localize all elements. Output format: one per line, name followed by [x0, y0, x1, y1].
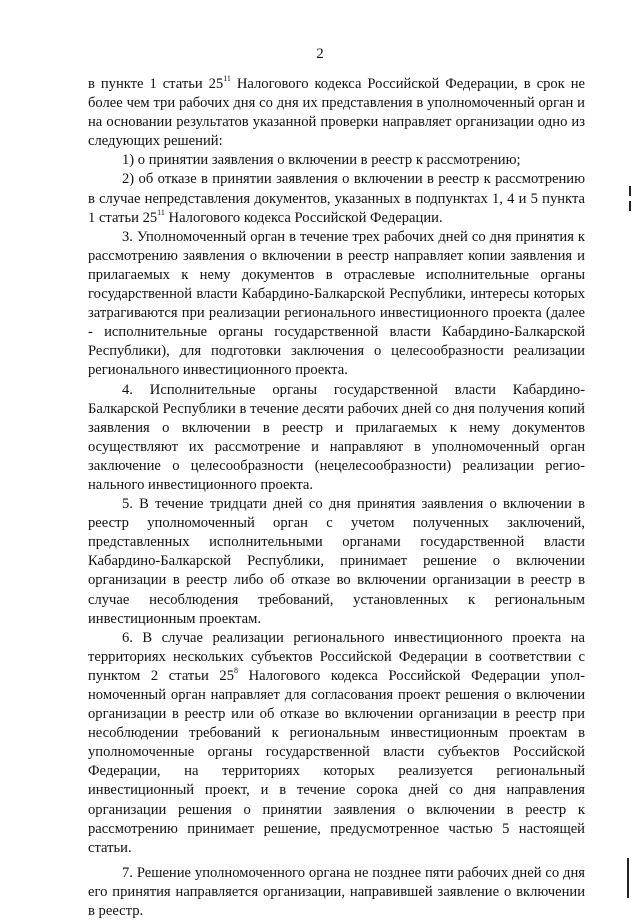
article-superscript: 11: [157, 207, 165, 217]
decision-2-before: 2) об отказе в принятии заявления о включении в реестр к рассмотрению в случае непредставления документов, указанных в подпунктах 1, 4 и 5 пункта 1 статьи 25: [88, 171, 585, 226]
intro-text-before: в пункте 1 статьи 25: [88, 76, 224, 92]
scan-artifact-mark: [629, 201, 631, 211]
article-superscript: 8: [234, 665, 239, 675]
paragraph-6: [88, 629, 585, 858]
scan-artifact-mark: [627, 858, 629, 898]
paragraph-3: 3. Уполномоченный орган в течение трех рабочих дней со дня принятия к рассмотрению заявления о включении в реестр направляет копии заявления и прилагаемых к нему документов в отраслевые исполнительные органы государственной власти Кабардино-Балкарской Республики, интересы которых затрагиваются при реализации регионального инвестиционного проекта (далее - исполнительные органы государственной власти Кабардино-Балкарской Республики), для подготовки заключения о целесообразности реализации регионального инвестиционного проекта.: [88, 228, 585, 379]
decision-2-after: Налогового кодекса Российской Федерации.: [164, 209, 443, 226]
paragraph-6-after: Налогового кодекса Российской Федерации уполномоченный орган направляет для согласования проект решения о включении организации в реестр или об отказе во включении организации в реестр при несоблюдении требований к региональным инвестиционным проектам в уполномоченные органы государственной власти субъектов Российской Федерации, на территориях которых реализуется региональный инвестиционный проект, и в течение сорока дней со дня направления организации решения о принятии заявления о включении в реестр к рассмотрению принимает решение, предусмотренное частью 5 настоящей статьи.: [88, 667, 585, 856]
paragraph-4: 4. Исполнительные органы государственной власти Кабардино-Балкарской Республики в течение десяти рабочих дней со дня получения копий заявления о включении в реестр и прилагаемых к нему документов осуществляют их рассмотрение и направляют в уполномоченный орган заключение о целесообразности (нецелесообразности) реализации регионального инвестиционного проекта.: [88, 381, 585, 493]
scan-artifact-mark: [629, 186, 631, 196]
decision-2: [88, 170, 585, 227]
decision-1: 1) о принятии заявления о включении в реестр к рассмотрению;: [122, 152, 521, 169]
intro-text-after: Налогового кодекса Российской Федерации, в срок не более чем три рабочих дня со дня их представления в уполномоченный орган и на основании результатов указанной проверки направляет организации одно из следующих решений:: [88, 76, 585, 150]
article-superscript: 11: [223, 74, 231, 83]
paragraph-5: 5. В течение тридцати дней со дня принятия заявления о включении в реестр уполномоченный орган с учетом полученных заключений, представленных исполнительными органами государственной власти Кабардино-Балкарской Республики, принимает решение о включении организации в реестр либо об отказе во включении организации в реестр в случае несоблюдения требований, установленных к региональным инвестиционным проектам.: [88, 496, 585, 627]
intro-paragraph: [88, 75, 585, 151]
page-number: 2: [316, 46, 324, 62]
document-body: [88, 75, 585, 921]
paragraph-7: 7. Решение уполномоченного органа не позднее пяти рабочих дней со дня его принятия направляется организации, направившей заявление о включении в реестр.: [88, 864, 585, 920]
paragraph-6-before: 6. В случае реализации регионального инвестиционного проекта на территориях нескольких субъектов Российской Федерации в соответствии с пунктом 2 статьи 25: [88, 629, 585, 684]
